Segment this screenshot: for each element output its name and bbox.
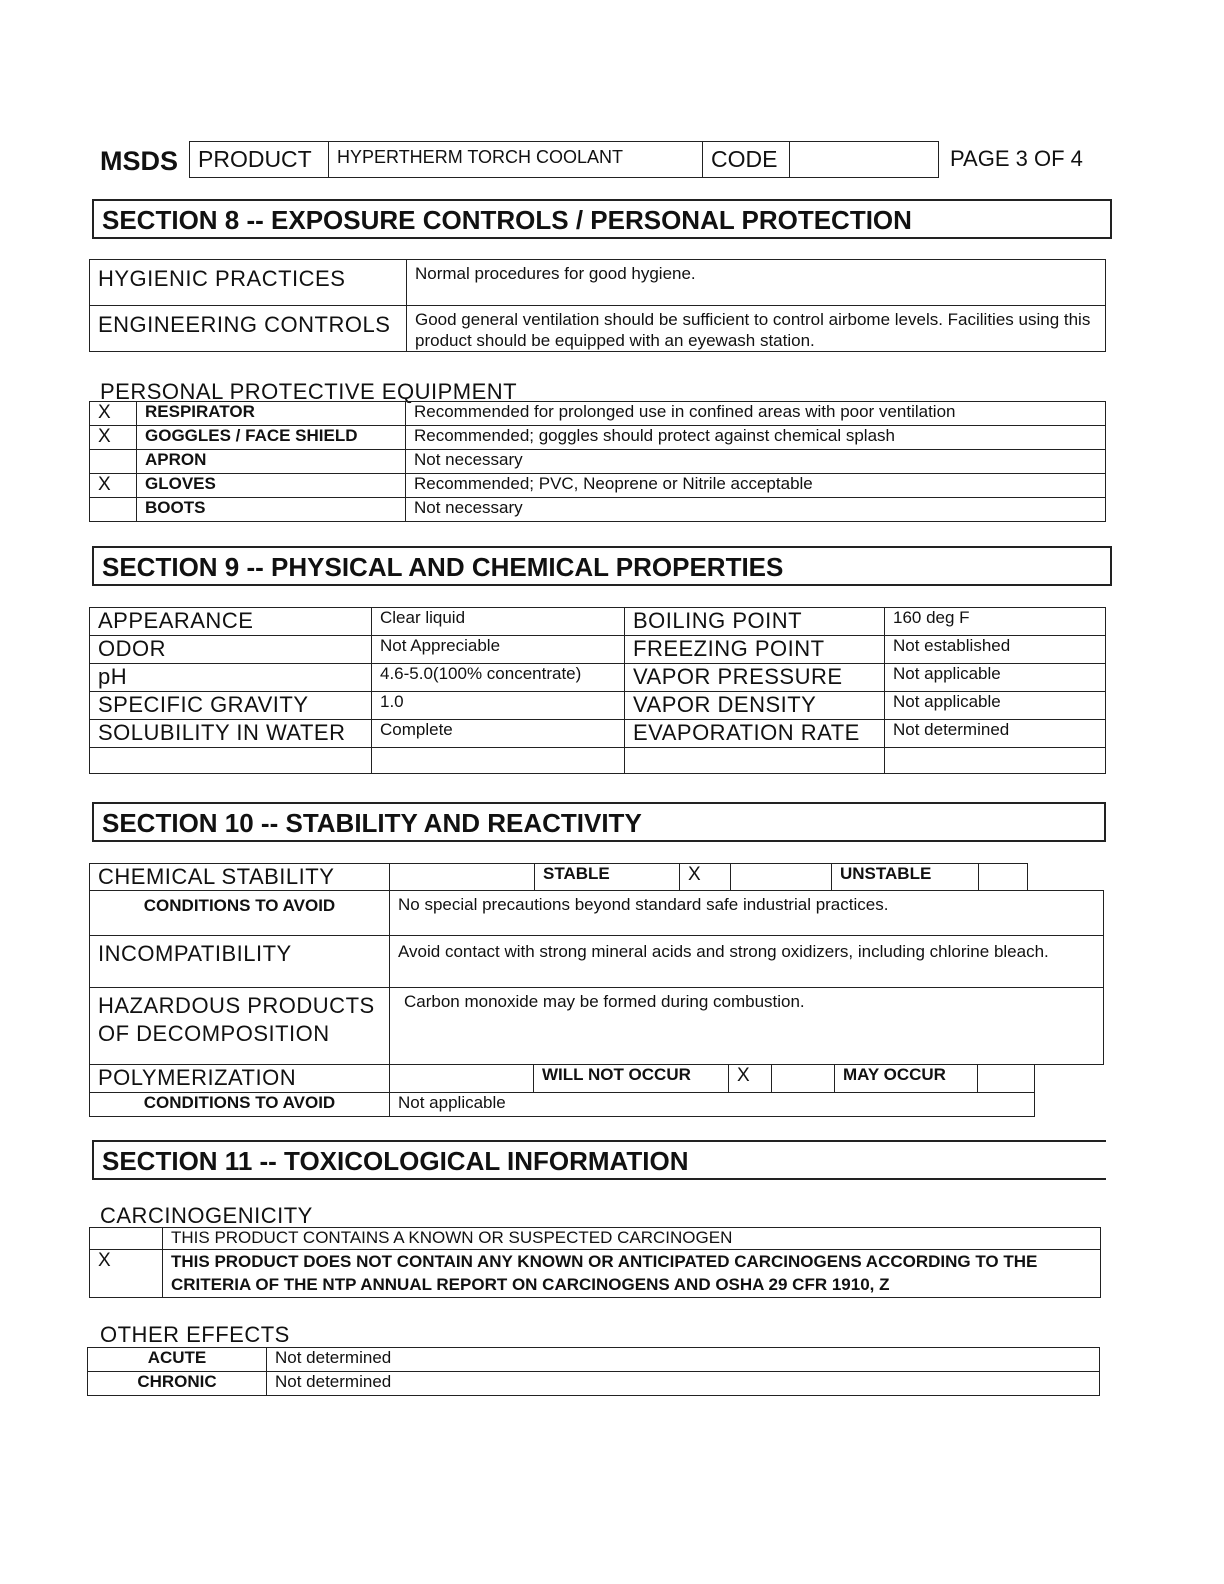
- prop-value: 1.0: [372, 692, 625, 720]
- ppe-note: Not necessary: [406, 498, 1106, 522]
- hazardous-label-line1: HAZARDOUS PRODUCTS: [98, 993, 375, 1018]
- effect-value: Not determined: [267, 1372, 1100, 1396]
- effect-value: Not determined: [267, 1348, 1100, 1372]
- poly-conditions-label: CONDITIONS TO AVOID: [90, 1093, 390, 1117]
- effect-label: CHRONIC: [88, 1372, 267, 1396]
- unstable-label: UNSTABLE: [832, 864, 979, 891]
- section11-title: SECTION 11 -- TOXICOLOGICAL INFORMATION: [92, 1140, 1106, 1180]
- stable-label: STABLE: [535, 864, 680, 891]
- conditions-value: No special precautions beyond standard safe industrial practices.: [390, 891, 1104, 936]
- ppe-title: PERSONAL PROTECTIVE EQUIPMENT: [100, 379, 518, 404]
- ppe-item: RESPIRATOR: [137, 402, 406, 426]
- carcinogenicity-table: [89, 1227, 1101, 1298]
- prop-label: BOILING POINT: [625, 608, 885, 636]
- ppe-mark: [90, 450, 137, 474]
- ppe-mark: X: [90, 474, 137, 498]
- section10-title: SECTION 10 -- STABILITY AND REACTIVITY: [92, 802, 1106, 842]
- prop-label: SPECIFIC GRAVITY: [90, 692, 372, 720]
- ppe-mark: X: [90, 426, 137, 450]
- prop-value: Not determined: [885, 720, 1106, 748]
- header-table: [189, 141, 939, 178]
- polymerization-blank: [772, 1065, 835, 1093]
- ppe-note: Not necessary: [406, 450, 1106, 474]
- effect-label: ACUTE: [88, 1348, 267, 1372]
- other-effects-table: [87, 1347, 1100, 1396]
- carc-mark: [90, 1228, 163, 1250]
- ppe-note: Recommended; goggles should protect against chemical splash: [406, 426, 1106, 450]
- prop-label: FREEZING POINT: [625, 636, 885, 664]
- prop-value: [885, 748, 1106, 774]
- ppe-table: [89, 401, 1106, 522]
- stable-mark: X: [680, 864, 731, 891]
- prop-label: SOLUBILITY IN WATER: [90, 720, 372, 748]
- prop-value: Complete: [372, 720, 625, 748]
- engineering-value: Good general ventilation should be sufficient to control airbome levels. Facilities using this product should be equipped with an eyewash station.: [407, 306, 1106, 352]
- stability-blank: [731, 864, 832, 891]
- prop-label: VAPOR PRESSURE: [625, 664, 885, 692]
- ppe-mark: [90, 498, 137, 522]
- section9-title: SECTION 9 -- PHYSICAL AND CHEMICAL PROPERTIES: [92, 546, 1112, 586]
- incompatibility-label: INCOMPATIBILITY: [90, 936, 390, 988]
- ppe-item: BOOTS: [137, 498, 406, 522]
- prop-label: APPEARANCE: [90, 608, 372, 636]
- hygienic-value: Normal procedures for good hygiene.: [407, 260, 1106, 306]
- carc-text: THIS PRODUCT CONTAINS A KNOWN OR SUSPECTED CARCINOGEN: [163, 1228, 1101, 1250]
- poly-conditions-value: Not applicable: [390, 1093, 1035, 1117]
- carc-mark: X: [90, 1250, 163, 1298]
- section8-title: SECTION 8 -- EXPOSURE CONTROLS / PERSONAL PROTECTION: [92, 199, 1112, 239]
- section9-table: [89, 607, 1106, 774]
- polymerization-row: [89, 1064, 1035, 1117]
- ppe-note: Recommended; PVC, Neoprene or Nitrile acceptable: [406, 474, 1106, 498]
- ppe-item: GLOVES: [137, 474, 406, 498]
- polymerization-spacer: [390, 1065, 534, 1093]
- engineering-label: ENGINEERING CONTROLS: [90, 306, 407, 352]
- section10-table: [89, 890, 1104, 1065]
- carcinogenicity-title: CARCINOGENICITY: [100, 1203, 313, 1228]
- hygienic-label: HYGIENIC PRACTICES: [90, 260, 407, 306]
- incompatibility-value: Avoid contact with strong mineral acids and strong oxidizers, including chlorine bleach.: [390, 936, 1104, 988]
- prop-value: Not applicable: [885, 692, 1106, 720]
- code-label: CODE: [703, 142, 790, 178]
- prop-value: Not established: [885, 636, 1106, 664]
- prop-value: Clear liquid: [372, 608, 625, 636]
- code-value: [790, 142, 939, 178]
- stability-row: [89, 863, 1028, 891]
- prop-label: VAPOR DENSITY: [625, 692, 885, 720]
- may-occur-mark: [978, 1065, 1035, 1093]
- product-name: HYPERTHERM TORCH COOLANT: [329, 142, 703, 178]
- will-not-occur-label: WILL NOT OCCUR: [534, 1065, 729, 1093]
- stability-spacer: [390, 864, 535, 891]
- ppe-item: GOGGLES / FACE SHIELD: [137, 426, 406, 450]
- hazardous-label-line2: OF DECOMPOSITION: [98, 1021, 330, 1046]
- prop-label: [90, 748, 372, 774]
- hazardous-label: [90, 988, 390, 1065]
- prop-label: ODOR: [90, 636, 372, 664]
- other-effects-title: OTHER EFFECTS: [100, 1322, 290, 1347]
- ppe-item: APRON: [137, 450, 406, 474]
- prop-value: 160 deg F: [885, 608, 1106, 636]
- prop-value: Not applicable: [885, 664, 1106, 692]
- polymerization-label: POLYMERIZATION: [90, 1065, 390, 1093]
- msds-label: MSDS: [100, 146, 179, 176]
- prop-value: Not Appreciable: [372, 636, 625, 664]
- ppe-mark: X: [90, 402, 137, 426]
- carc-text: THIS PRODUCT DOES NOT CONTAIN ANY KNOWN OR ANTICIPATED CARCINOGENS ACCORDING TO THE CRITERIA OF THE NTP ANNUAL REPORT ON CARCINOGENS AND OSHA 29 CFR 1910, Z: [163, 1250, 1101, 1298]
- conditions-label: CONDITIONS TO AVOID: [90, 891, 390, 936]
- product-label: PRODUCT: [190, 142, 329, 178]
- hazardous-value: Carbon monoxide may be formed during combustion.: [390, 988, 1104, 1065]
- ppe-note: Recommended for prolonged use in confined areas with poor ventilation: [406, 402, 1106, 426]
- page-number: PAGE 3 OF 4: [950, 146, 1083, 171]
- prop-value: 4.6-5.0(100% concentrate): [372, 664, 625, 692]
- prop-label: EVAPORATION RATE: [625, 720, 885, 748]
- chemical-stability-label: CHEMICAL STABILITY: [90, 864, 390, 891]
- prop-value: [372, 748, 625, 774]
- prop-label: [625, 748, 885, 774]
- may-occur-label: MAY OCCUR: [835, 1065, 978, 1093]
- section8-table: [89, 259, 1106, 352]
- will-not-occur-mark: X: [729, 1065, 772, 1093]
- unstable-mark: [979, 864, 1028, 891]
- prop-label: pH: [90, 664, 372, 692]
